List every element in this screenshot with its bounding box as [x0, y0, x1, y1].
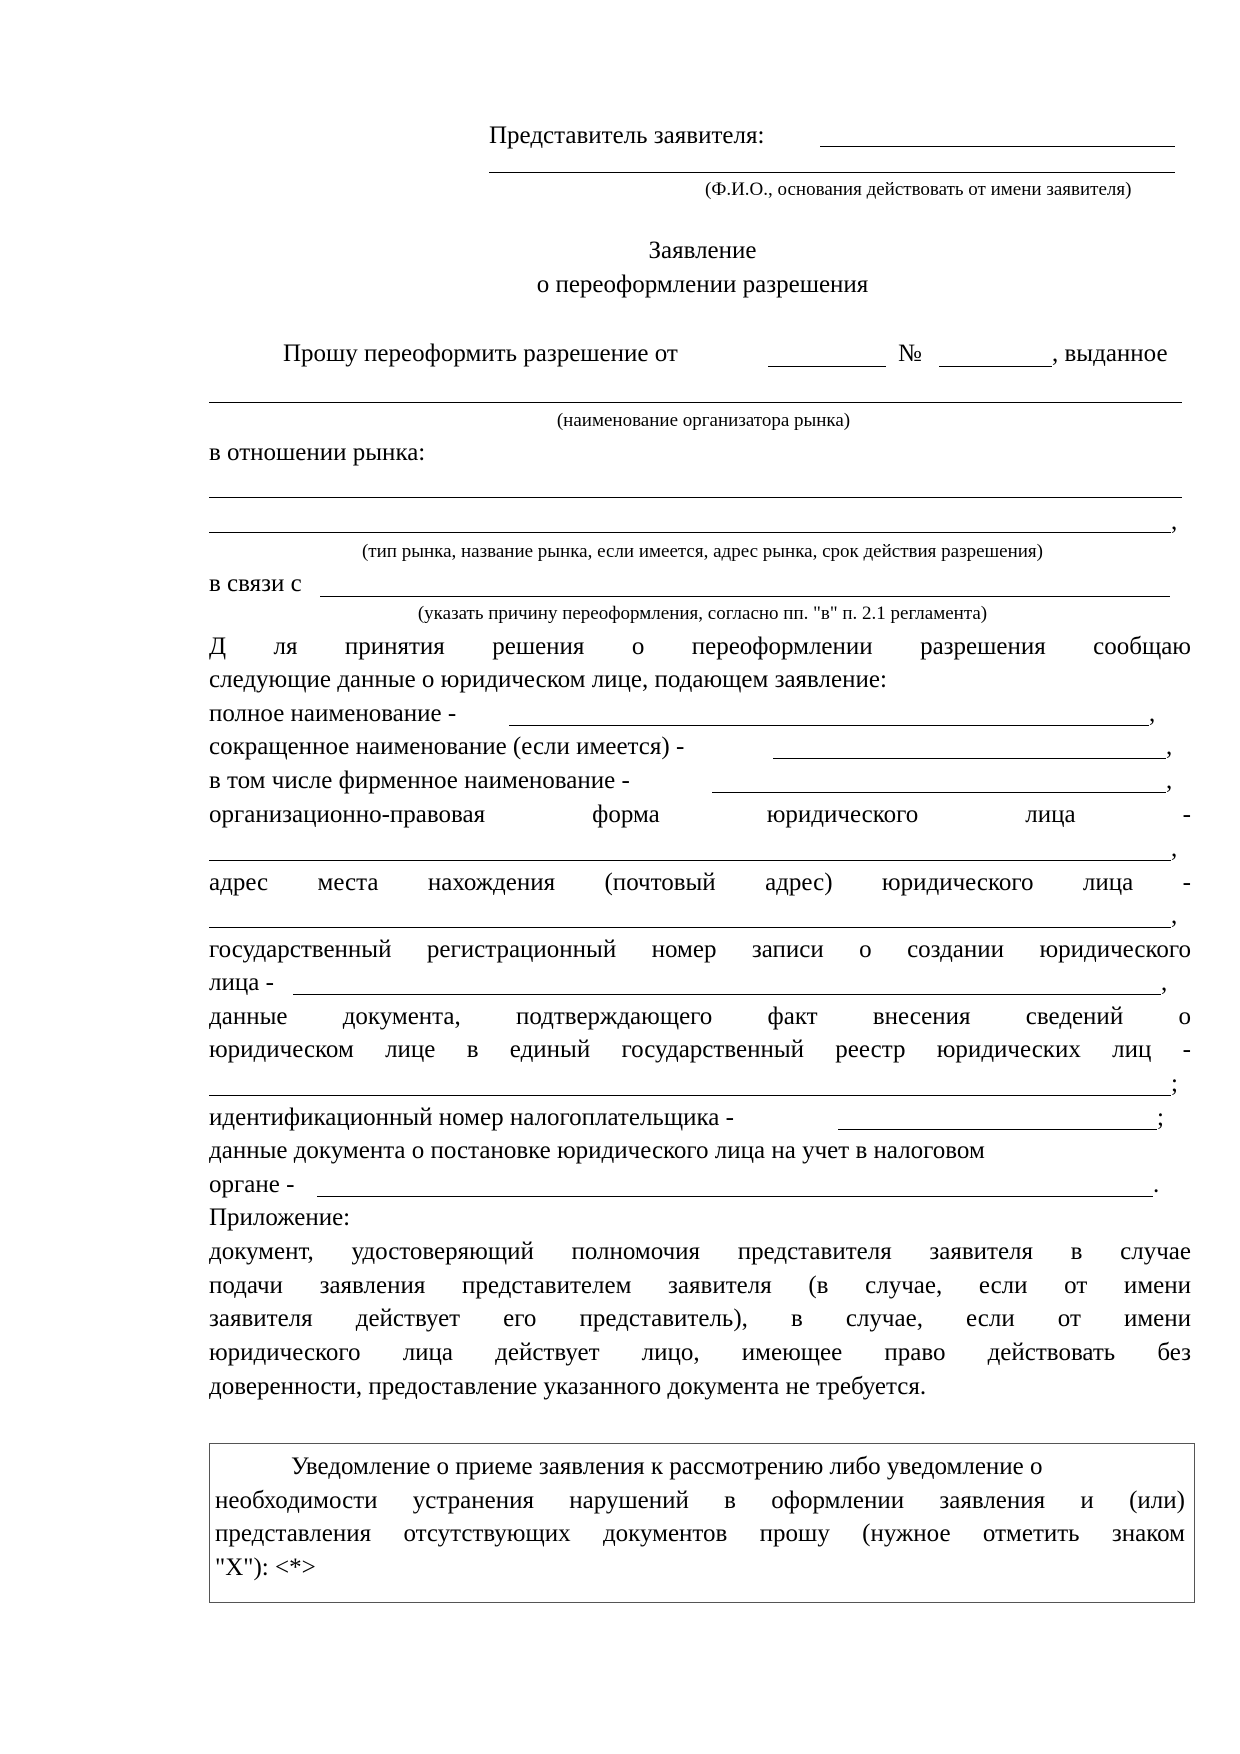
word: подтверждающего [516, 1003, 713, 1030]
tax-period: . [1153, 1171, 1160, 1198]
market-info-blank-2[interactable] [209, 532, 1171, 533]
egrul-blank[interactable] [209, 1095, 1171, 1096]
attachment-line: подачи заявления представителем заявителя (в случае, если от имени [209, 1272, 1191, 1299]
word: Д [209, 633, 227, 660]
legal-form-label [209, 800, 1191, 830]
reason-blank[interactable] [320, 596, 1170, 597]
word: организационно-правовая [209, 801, 486, 828]
word: юридического [766, 801, 919, 828]
tax-registration-blank[interactable] [317, 1196, 1153, 1197]
market-label: в отношении рынка: [209, 439, 426, 466]
legal-form-blank[interactable] [209, 860, 1171, 861]
full-name-comma: , [1149, 700, 1156, 727]
word: сведений [1025, 1003, 1124, 1030]
ogrn-label-line-2: лица - [209, 969, 274, 996]
attachment-line: юридического лица действует лицо, имеющее право действовать без [209, 1339, 1191, 1366]
ogrn-label-line-1: государственный регистрационный номер записи о создании юридического [209, 936, 1191, 963]
permit-number-blank[interactable] [939, 366, 1052, 367]
word: внесения [872, 1003, 971, 1030]
representative-name-blank[interactable] [820, 146, 1175, 147]
full-name-blank[interactable] [509, 725, 1149, 726]
word: нахождения [427, 869, 556, 896]
notice-line: "X"): <*> [215, 1554, 316, 1581]
legal-form-comma: , [1171, 835, 1178, 862]
notice-line: Уведомление о приеме заявления к рассмотрению либо уведомление о [291, 1453, 1043, 1480]
word: ля [273, 633, 298, 660]
document-subtitle: о переоформлении разрешения [536, 271, 869, 298]
attachment-line: заявителя действует его представитель), в случае, если от имени [209, 1305, 1191, 1332]
brand-name-label: в том числе фирменное наименование - [209, 767, 630, 794]
egrul-label-line-2: юридическом лице в единый государственный реестр юридических лиц - [209, 1036, 1191, 1063]
organizer-caption: (наименование организатора рынка) [556, 410, 851, 431]
word: разрешения [920, 633, 1046, 660]
short-name-comma: , [1166, 733, 1173, 760]
request-text: Прошу переоформить разрешение от [283, 340, 678, 367]
market-caption: (тип рынка, название рынка, если имеется, адрес рынка, срок действия разрешения) [361, 541, 1043, 562]
attachment-label: Приложение: [209, 1204, 351, 1231]
representative-basis-blank[interactable] [489, 172, 1175, 173]
word: о [1178, 1003, 1191, 1030]
document-title: Заявление [648, 237, 757, 264]
word: решения [492, 633, 585, 660]
ogrn-blank[interactable] [293, 994, 1161, 995]
data-intro-line-1 [209, 632, 1191, 662]
word: (почтовый [604, 869, 716, 896]
word: о [631, 633, 645, 660]
egrul-label-line-1 [209, 1002, 1191, 1032]
word: сообщаю [1093, 633, 1191, 660]
inn-semicolon: ; [1157, 1104, 1164, 1131]
permit-date-blank[interactable] [768, 366, 886, 367]
issued-text: , выданное [1052, 340, 1168, 367]
short-name-blank[interactable] [773, 758, 1166, 759]
word: данные [209, 1003, 288, 1030]
notice-line: необходимости устранения нарушений в оформлении заявления и (или) [215, 1487, 1185, 1514]
market-organizer-blank[interactable] [209, 402, 1182, 403]
tax-label-line-1: данные документа о постановке юридического лица на учет в налоговом [209, 1137, 985, 1164]
word: факт [767, 1003, 818, 1030]
market-info-blank-1[interactable] [209, 497, 1182, 498]
market-comma: , [1171, 508, 1178, 535]
word: - [1182, 801, 1191, 828]
number-sign: № [898, 340, 922, 367]
word: адрес) [765, 869, 833, 896]
tax-label-line-2: органе - [209, 1171, 295, 1198]
notice-line: представления отсутствующих документов прошу (нужное отметить знаком [215, 1520, 1185, 1547]
ogrn-comma: , [1161, 969, 1168, 996]
word: юридического [881, 869, 1034, 896]
inn-label: идентификационный номер налогоплательщика - [209, 1104, 734, 1131]
address-comma: , [1171, 902, 1178, 929]
inn-blank[interactable] [838, 1129, 1157, 1130]
short-name-label: сокращенное наименование (если имеется) - [209, 733, 685, 760]
word: переоформлении [691, 633, 873, 660]
word: - [1182, 869, 1191, 896]
egrul-semicolon: ; [1171, 1070, 1178, 1097]
word: адрес [209, 869, 269, 896]
word: форма [592, 801, 660, 828]
representative-label: Представитель заявителя: [489, 122, 765, 149]
word: лица [1082, 869, 1134, 896]
reason-caption: (указать причину переоформления, согласно пп. "в" п. 2.1 регламента) [417, 603, 988, 624]
representative-caption: (Ф.И.О., основания действовать от имени заявителя) [705, 179, 1132, 200]
full-name-label: полное наименование - [209, 700, 457, 727]
attachment-line: доверенности, предоставление указанного документа не требуется. [209, 1373, 927, 1400]
word: принятия [344, 633, 445, 660]
address-label [209, 868, 1191, 898]
attachment-line: документ, удостоверяющий полномочия представителя заявителя в случае [209, 1238, 1191, 1265]
brand-name-blank[interactable] [712, 792, 1166, 793]
word: документа, [342, 1003, 461, 1030]
data-intro-line-2: следующие данные о юридическом лице, подающем заявление: [209, 666, 887, 693]
address-blank[interactable] [209, 927, 1171, 928]
word: лица [1025, 801, 1076, 828]
brand-name-comma: , [1166, 767, 1173, 794]
word: места [317, 869, 379, 896]
reason-label: в связи с [209, 570, 302, 597]
